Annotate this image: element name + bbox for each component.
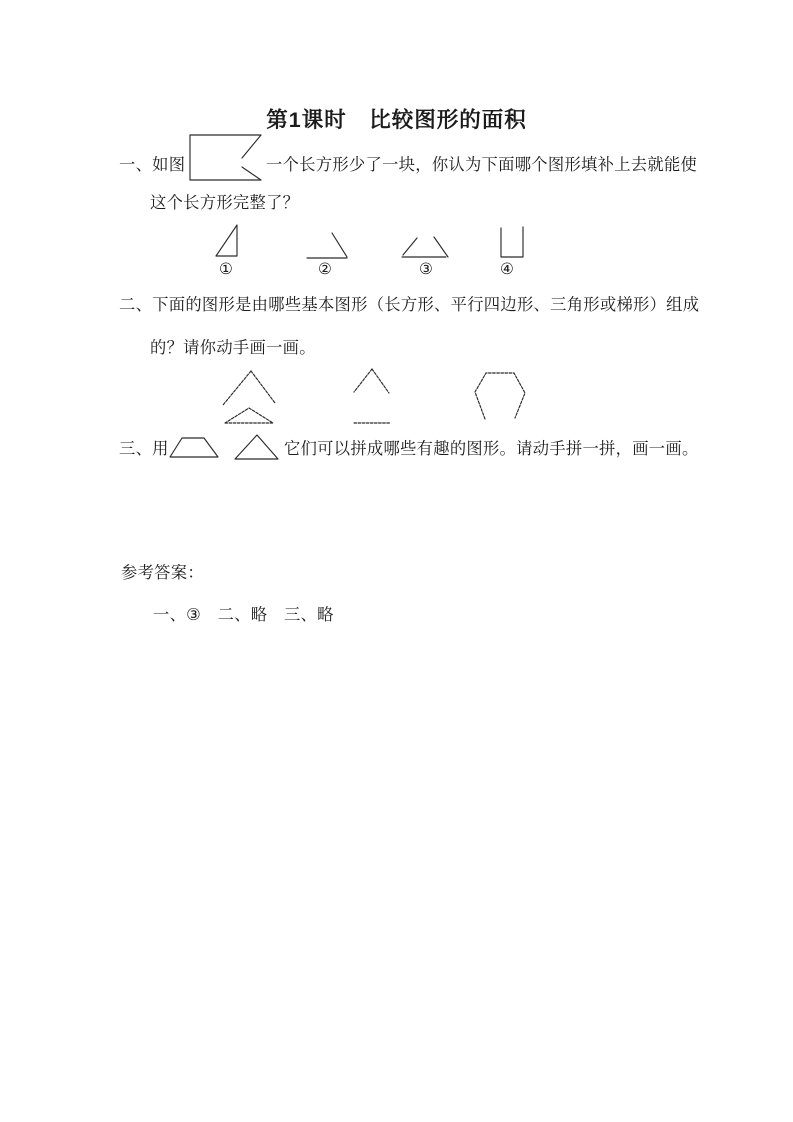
q2-triangle-apex-with-base-figure bbox=[351, 366, 395, 426]
q2-hexagon-open-bottom-figure bbox=[472, 370, 528, 422]
option2-label: ② bbox=[318, 261, 332, 278]
q1-prefix: 一、如图 bbox=[119, 156, 186, 174]
q1-line2: 这个长方形完整了？ bbox=[150, 194, 300, 212]
q3-trapezoid-figure bbox=[167, 435, 221, 461]
q3-prefix: 三、用 bbox=[119, 440, 169, 458]
q1-line1: 一个长方形少了一块，你认为下面哪个图形填补上去就能使 bbox=[266, 156, 698, 174]
option1-label: ① bbox=[219, 261, 233, 278]
q2-line2: 的？请你动手画一画。 bbox=[150, 339, 316, 357]
option2-open-angle-figure bbox=[304, 229, 350, 261]
option4-label: ④ bbox=[500, 261, 514, 278]
q2-line1: 二、下面的图形是由哪些基本图形（长方形、平行四边形、三角形或梯形）组成 bbox=[119, 296, 700, 314]
option4-open-top-rectangle-figure bbox=[498, 224, 526, 260]
option1-right-triangle-figure bbox=[213, 221, 241, 261]
option3-open-triangle-figure bbox=[399, 234, 451, 260]
q2-overlapping-triangles-tree-figure bbox=[220, 368, 280, 428]
answers-line: 一、③ 二、略 三、略 bbox=[153, 606, 334, 624]
q3-triangle-figure bbox=[232, 432, 282, 462]
answers-heading: 参考答案： bbox=[121, 564, 204, 582]
option3-label: ③ bbox=[419, 261, 433, 278]
notched-rectangle-figure bbox=[188, 133, 264, 183]
page-title: 第1课时 比较图形的面积 bbox=[266, 108, 527, 132]
q3-suffix: 它们可以拼成哪些有趣的图形。请动手拼一拼，画一画。 bbox=[284, 440, 699, 458]
